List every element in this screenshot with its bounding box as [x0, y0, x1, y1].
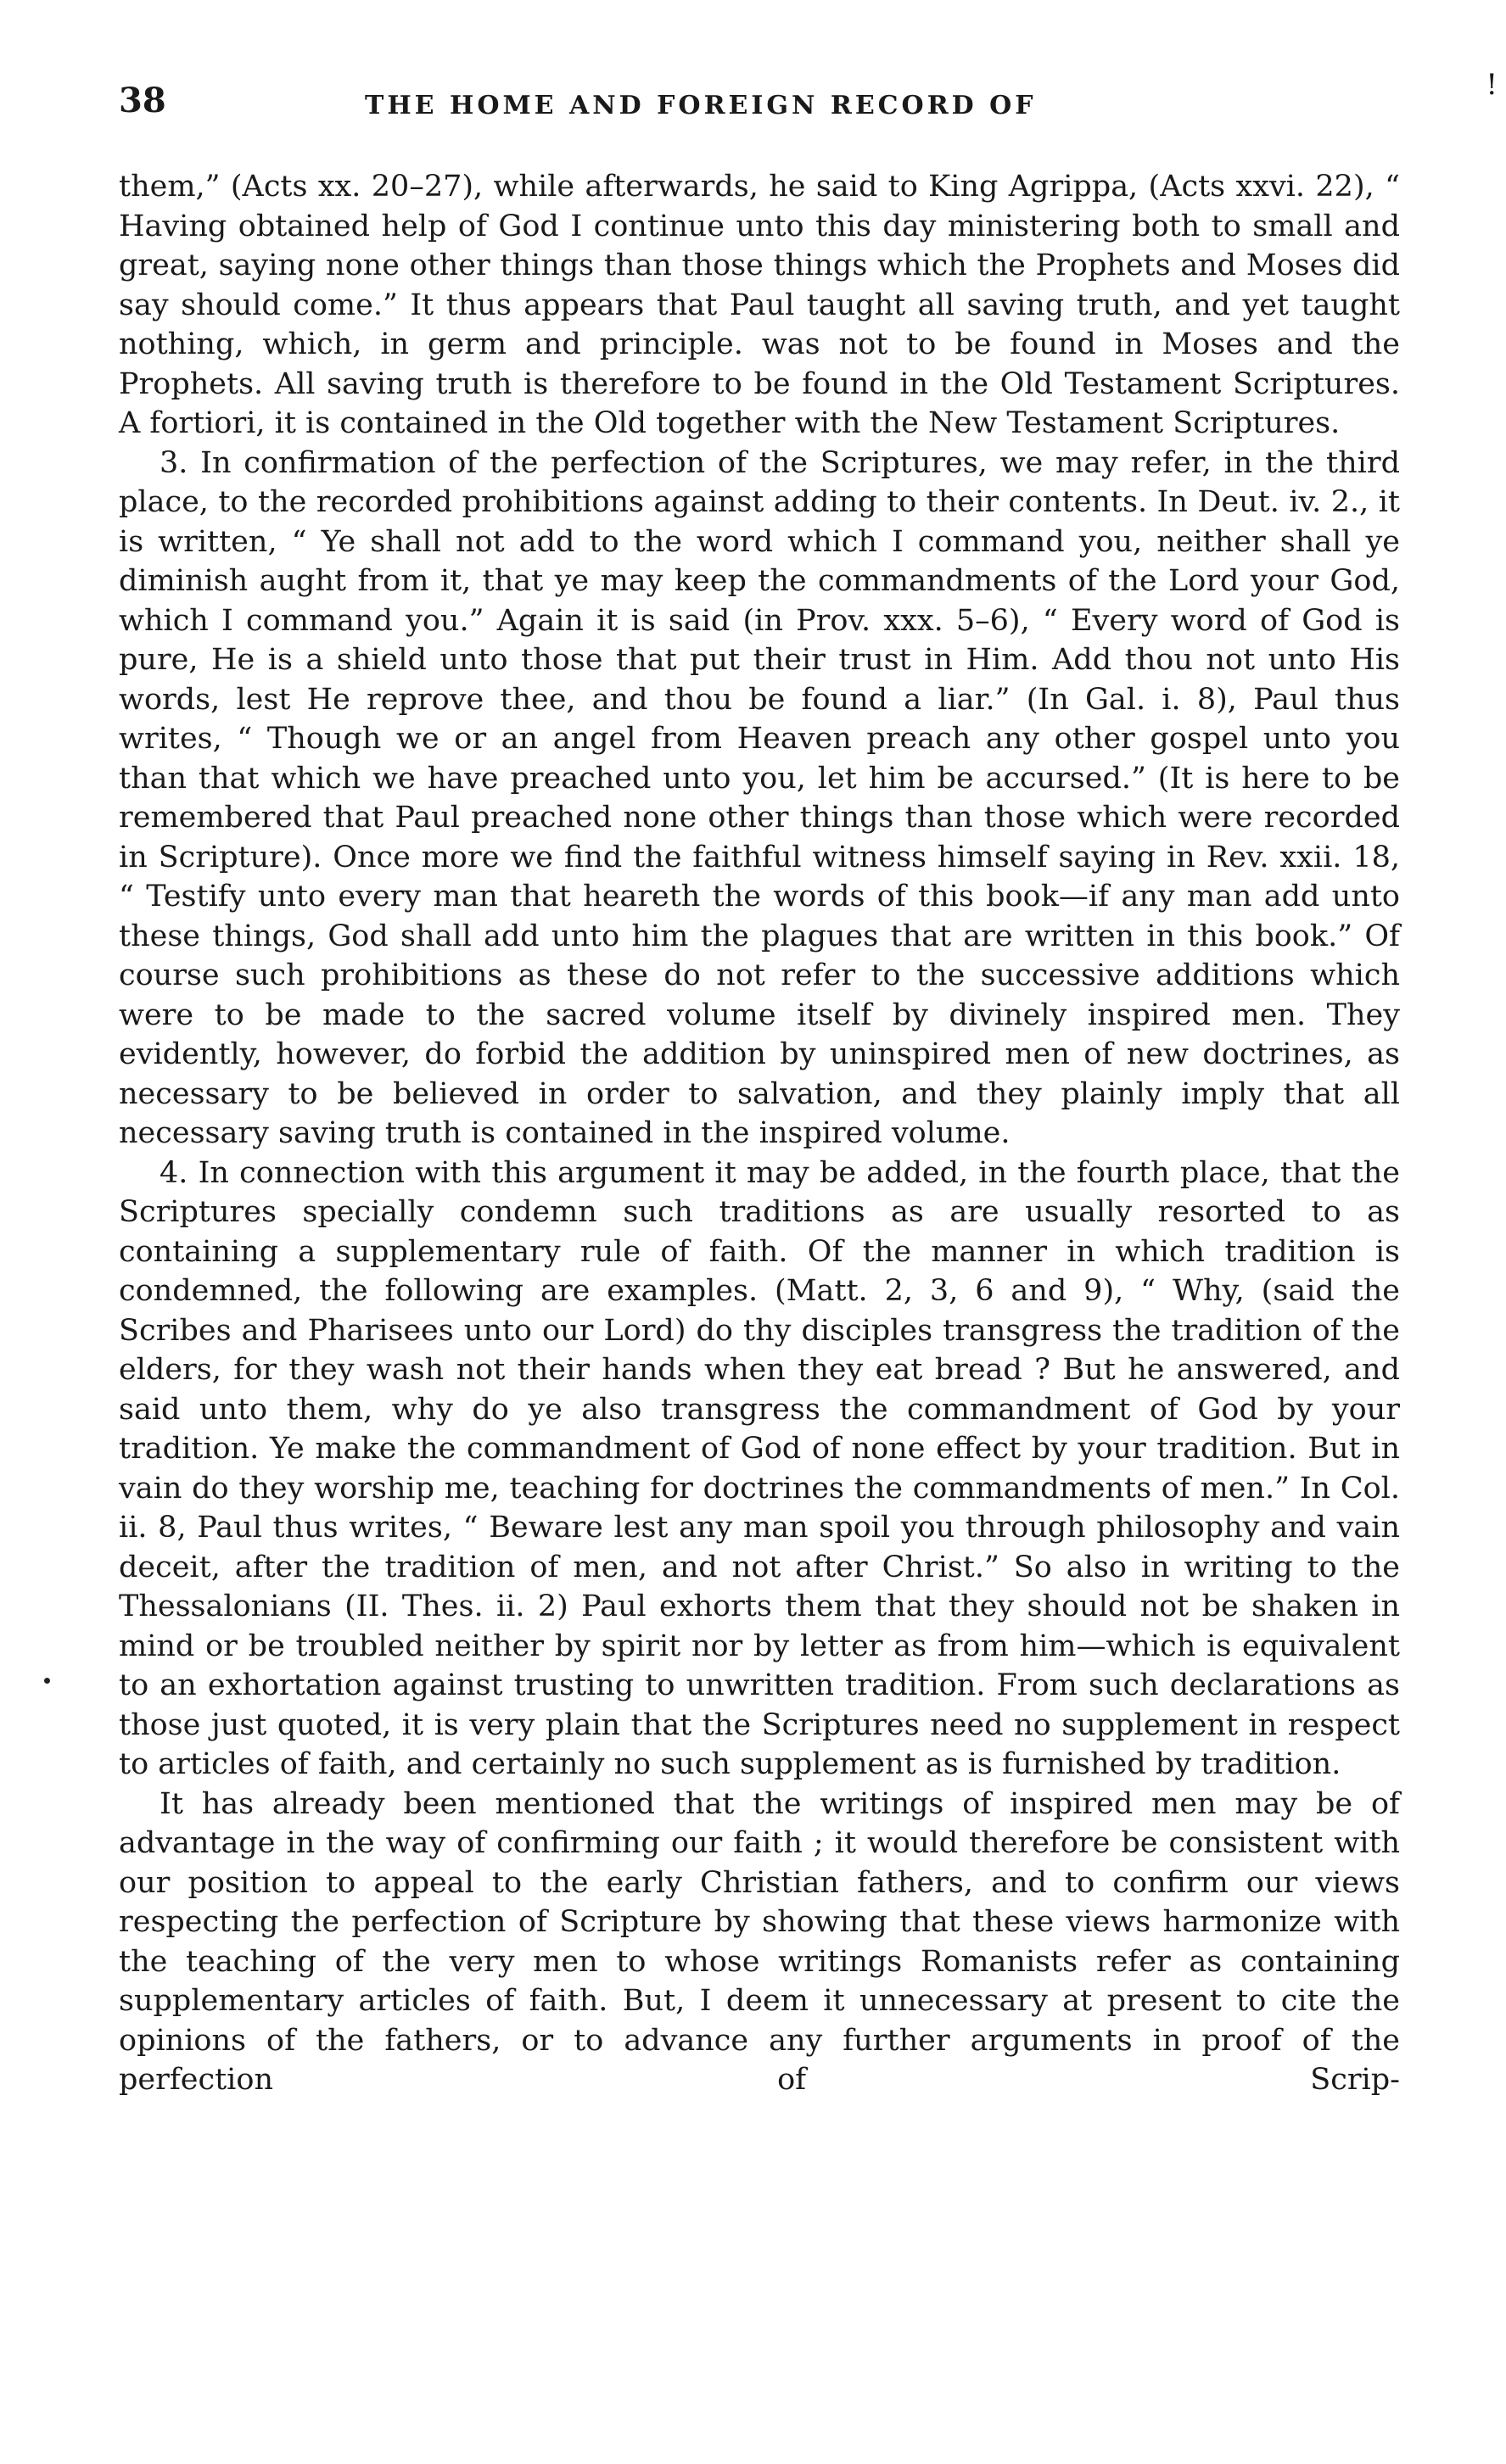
page-number: 38 — [119, 81, 166, 120]
paragraph-point-3: 3. In confirmation of the perfection of the Scriptures, we may refer, in the third place, to the recorded prohibitions against adding to their contents. In Deut. iv. 2., it is written, “ Ye shall not add to the word which I command you, neither shall ye diminish aught from it, that ye may keep the commandments of the Lord your God, which I command you.” Again it is said (in Prov. xxx. 5–6), “ Every word of God is pure, He is a shield unto those that put their trust in Him. Add thou not unto His words, lest He reprove thee, and thou be found a liar.” (In Gal. i. 8), Paul thus writes, “ Though we or an angel from Heaven preach any other gospel unto you than that which we have preached unto you, let him be accursed.” (It is here to be remembered that Paul preached none other things than those which were recorded in Scripture). Once more we find the faithful witness himself saying in Rev. xxii. 18, “ Testify unto every man that heareth the words of this book—if any man add unto these things, God shall add unto him the plagues that are written in this book.” Of course such prohibitions as these do not refer to the successive additions which were to be made to the sacred volume itself by divinely inspired men. They evidently, however, do forbid the addition by uninspired men of new doctrines, as necessary to be believed in order to salvation, and they plainly imply that all necessary saving truth is contained in the inspired volume. — [119, 445, 1400, 1150]
margin-mark: ! — [1486, 68, 1498, 102]
paragraph-continued: them,” (Acts xx. 20–27), while afterwards, he said to King Agrippa, (Acts xxvi. 22), “ Having obtained help of God I continue unto this day ministering both to small and great, saying none other things than those things which the Prophets and Moses did say should come.” It thus appears that Paul taught all saving truth, and yet taught nothing, which, in germ and principle. was not to be found in Moses and the Prophets. All saving truth is therefore to be found in the Old Testament Scriptures. A fortiori, it is contained in the Old together with the New Testament Scriptures. — [119, 170, 1400, 440]
page-header — [119, 68, 1498, 131]
document-page — [119, 68, 1498, 2100]
paragraph-point-4: 4. In connection with this argument it may be added, in the fourth place, that the Scriptures specially condemn such traditions as are usually resorted to as containing a supplementary rule of faith. Of the manner in which tradition is condemned, the following are examples. (Matt. 2, 3, 6 and 9), “ Why, (said the Scribes and Pharisees unto our Lord) do thy disciples transgress the tradition of the elders, for they wash not their hands when they eat bread ? But he answered, and said unto them, why do ye also transgress the commandment of God by your tradition. Ye make the commandment of God of none effect by your tradition. But in vain do they worship me, teaching for doctrines the commandments of men.” In Col. ii. 8, Paul thus writes, “ Beware lest any man spoil you through philosophy and vain deceit, after the tradition of men, and not after Christ.” So also in writing to the Thessalonians (II. Thes. ii. 2) Paul exhorts them that they should not be shaken in mind or be troubled neither by spirit nor by letter as from him—which is equivalent to an exhortation against trusting to unwritten tradition. From such declarations as those just quoted, it is very plain that the Scriptures need no supplement in respect to articles of faith, and certainly no such supplement as is furnished by tradition. — [119, 1155, 1400, 1781]
running-head: THE HOME AND FOREIGN RECORD OF — [365, 91, 1037, 120]
paragraph-fathers: It has already been mentioned that the writings of inspired men may be of advantage in the way of confirming our faith ; it would therefore be consistent with our position to appeal to the early Christian fathers, and to confirm our views respecting the perfection of Scripture by showing that these views harmonize with the teaching of the very men to whose writings Romanists refer as containing supplementary articles of faith. But, I deem it unnecessary at present to cite the opinions of the fathers, or to advance any further arguments in proof of the perfection of Scrip- — [119, 1786, 1400, 2097]
body-text — [119, 167, 1400, 2100]
margin-dot — [44, 1678, 50, 1684]
